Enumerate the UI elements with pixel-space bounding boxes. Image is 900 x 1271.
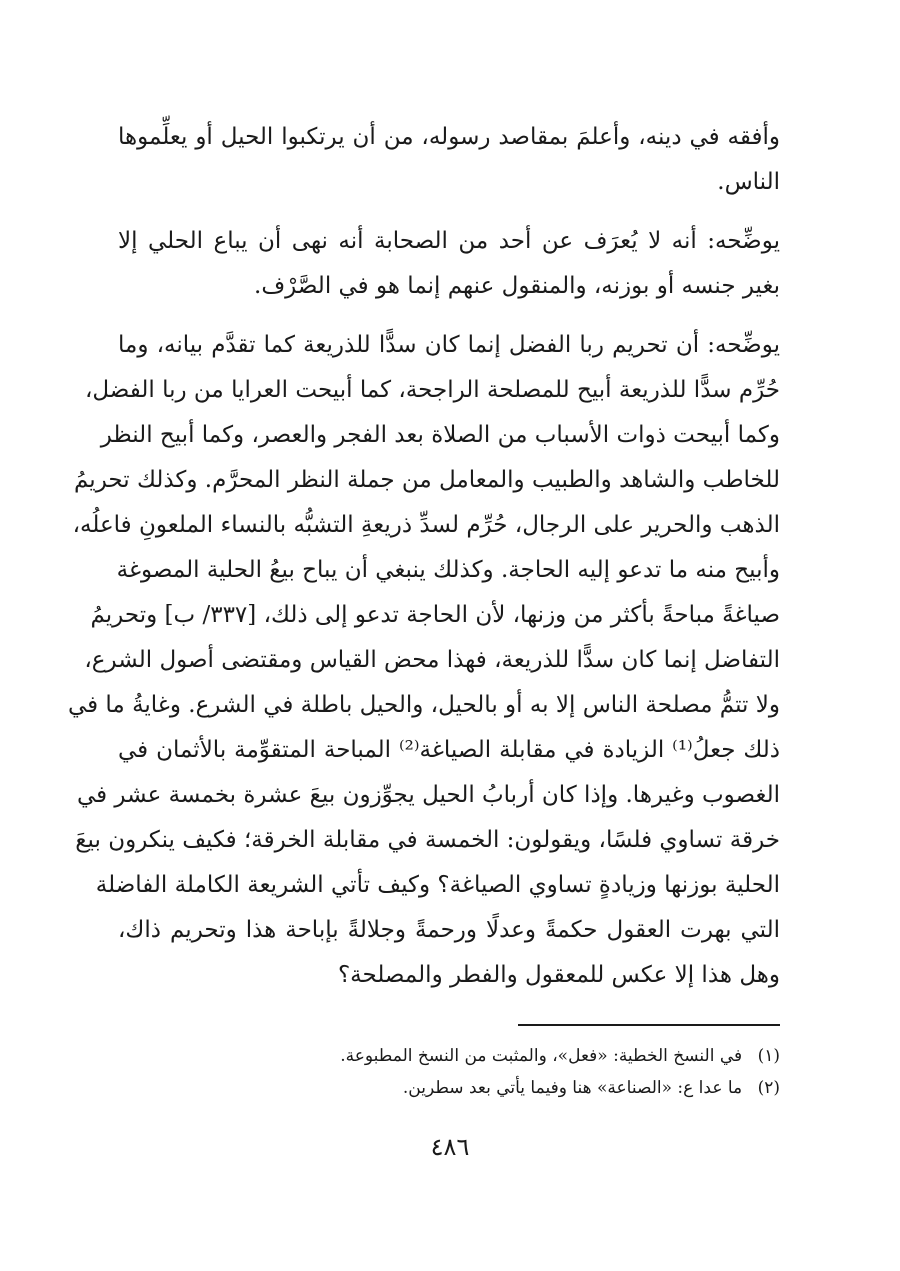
- footnote-number: (٢): [757, 1078, 780, 1098]
- text-line: وكما أبيحت ذوات الأسباب من الصلاة بعد الفجر والعصر، وكما أبيح النظر: [100, 422, 780, 448]
- footnotes: [220, 1040, 780, 1104]
- text-line: يوضِّحه: أنه لا يُعرَف عن أحد من الصحابة أنه نهى أن يباع الحلي إلا: [118, 228, 780, 254]
- footnote: [220, 1072, 780, 1104]
- page-number: ٤٨٦: [430, 1133, 470, 1161]
- text-line: ذلك جعلُ⁽¹⁾ الزيادة في مقابلة الصياغة⁽²⁾ المباحة المتقوِّمة بالأثمان في: [118, 737, 780, 763]
- text-line: للخاطب والشاهد والطبيب والمعامل من جملة النظر المحرَّم. وكذلك تحريمُ: [73, 467, 780, 493]
- text-line: الغصوب وغيرها. وإذا كان أربابُ الحيل يجوِّزون بيعَ عشرة بخمسة عشر في: [76, 782, 780, 808]
- paragraph: [67, 323, 780, 998]
- footnote-text: في النسخ الخطية: «فعل»، والمثبت من النسخ المطبوعة.: [340, 1046, 743, 1066]
- footnote: [220, 1040, 780, 1072]
- paragraph: [118, 115, 780, 205]
- text-line: بغير جنسه أو بوزنه، والمنقول عنهم إنما هو في الصَّرْف.: [254, 273, 780, 299]
- paragraph: [118, 219, 780, 309]
- text-line: وهل هذا إلا عكس للمعقول والفطر والمصلحة؟: [337, 962, 780, 988]
- footnote-text: ما عدا ع: «الصناعة» هنا وفيما يأتي بعد سطرين.: [402, 1078, 743, 1098]
- text-line: خرقة تساوي فلسًا، ويقولون: الخمسة في مقابلة الخرقة؛ فكيف ينكرون بيعَ: [75, 827, 780, 853]
- text-line: الذهب والحرير على الرجال، حُرِّم لسدِّ ذريعةِ التشبُّه بالنساء الملعونِ فاعلُه،: [72, 512, 780, 538]
- text-line: التفاضل إنما كان سدًّا للذريعة، فهذا محض القياس ومقتضى أصول الشرع،: [84, 647, 780, 673]
- text-line: يوضِّحه: أن تحريم ربا الفضل إنما كان سدًّا للذريعة كما تقدَّم بيانه، وما: [118, 332, 780, 358]
- footnote-divider: [518, 1024, 780, 1026]
- text-line: وأبيح منه ما تدعو إليه الحاجة. وكذلك ينبغي أن يباح بيعُ الحلية المصوغة: [116, 557, 780, 583]
- text-line: الحلية بوزنها وزيادةٍ تساوي الصياغة؟ وكيف تأتي الشريعة الكاملة الفاضلة: [95, 872, 780, 898]
- text-line: صياغةً مباحةً بأكثر من وزنها، لأن الحاجة تدعو إلى ذلك، [٣٣٧/ ب] وتحريمُ: [90, 602, 780, 628]
- text-line: الناس.: [717, 169, 780, 195]
- footnote-number: (١): [757, 1046, 780, 1066]
- text-line: وأفقه في دينه، وأعلمَ بمقاصد رسوله، من أن يرتكبوا الحيل أو يعلِّموها: [118, 124, 780, 150]
- text-line: التي بهرت العقول حكمةً وعدلًا ورحمةً وجلالةً بإباحة هذا وتحريم ذاك،: [118, 917, 780, 943]
- main-text: [67, 115, 780, 1012]
- text-line: ولا تتمُّ مصلحة الناس إلا به أو بالحيل، والحيل باطلة في الشرع. وغايةُ ما في: [67, 692, 780, 718]
- text-line: حُرِّم سدًّا للذريعة أبيح للمصلحة الراجحة، كما أبيحت العرايا من ربا الفضل،: [84, 377, 780, 403]
